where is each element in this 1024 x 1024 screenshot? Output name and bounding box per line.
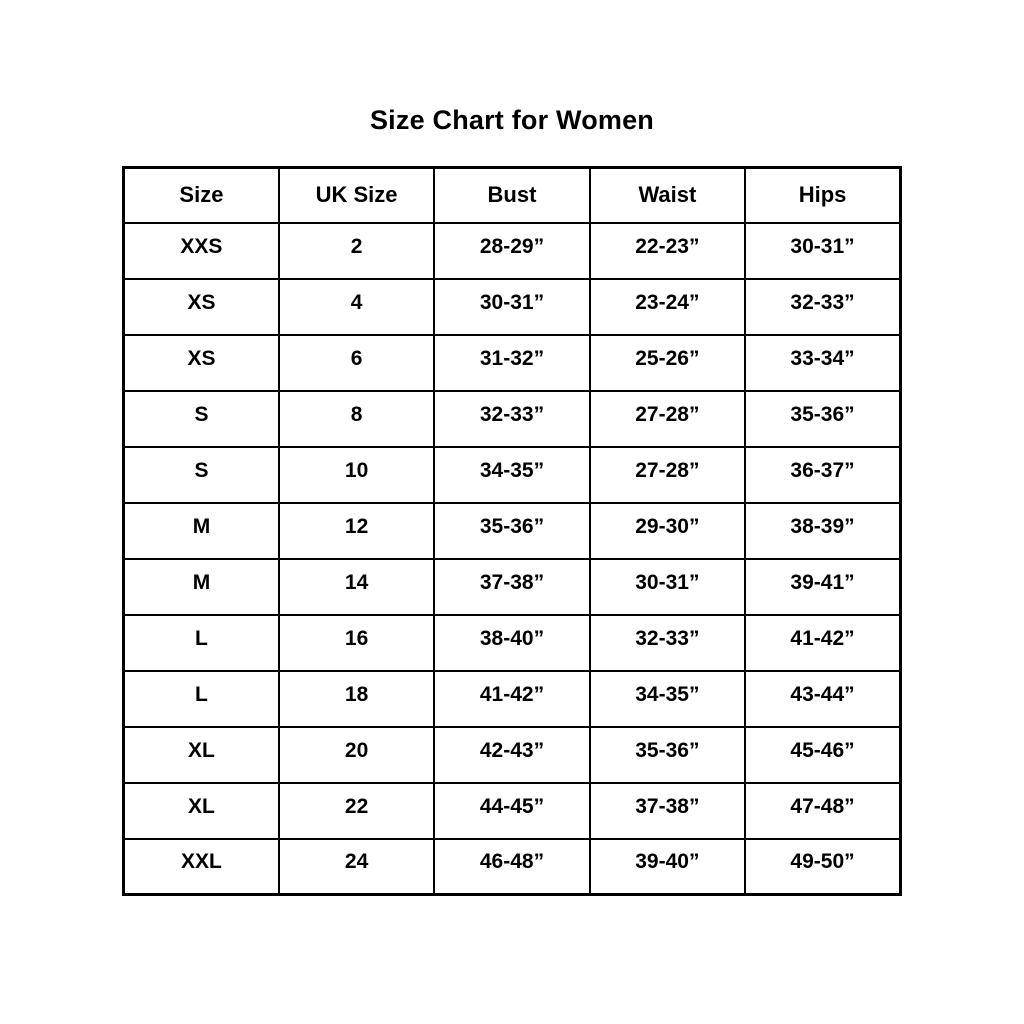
header-row (124, 168, 901, 223)
table-row (124, 727, 901, 783)
table-cell: 32-33” (434, 391, 589, 447)
table-cell: S (124, 391, 279, 447)
table-row (124, 335, 901, 391)
size-chart-table (122, 166, 902, 896)
table-cell: 38-39” (745, 503, 900, 559)
table-cell: 30-31” (434, 279, 589, 335)
table-cell: 16 (279, 615, 434, 671)
table-cell: XS (124, 335, 279, 391)
table-cell: 23-24” (590, 279, 745, 335)
column-header: Hips (745, 168, 900, 223)
table-cell: 27-28” (590, 391, 745, 447)
table-cell: M (124, 503, 279, 559)
table-cell: XS (124, 279, 279, 335)
table-cell: 12 (279, 503, 434, 559)
table-cell: 2 (279, 223, 434, 279)
table-cell: 37-38” (590, 783, 745, 839)
table-cell: 39-40” (590, 839, 745, 895)
table-cell: 44-45” (434, 783, 589, 839)
table-row (124, 839, 901, 895)
table-cell: 39-41” (745, 559, 900, 615)
table-cell: 34-35” (590, 671, 745, 727)
table-row (124, 615, 901, 671)
column-header: UK Size (279, 168, 434, 223)
table-cell: 28-29” (434, 223, 589, 279)
table-cell: XXS (124, 223, 279, 279)
table-cell: 8 (279, 391, 434, 447)
table-cell: 18 (279, 671, 434, 727)
table-cell: 25-26” (590, 335, 745, 391)
table-cell: 14 (279, 559, 434, 615)
table-cell: 30-31” (745, 223, 900, 279)
column-header: Waist (590, 168, 745, 223)
table-cell: 31-32” (434, 335, 589, 391)
table-cell: 22-23” (590, 223, 745, 279)
table-cell: 33-34” (745, 335, 900, 391)
table-cell: 42-43” (434, 727, 589, 783)
table-cell: 41-42” (745, 615, 900, 671)
table-cell: 6 (279, 335, 434, 391)
column-header: Bust (434, 168, 589, 223)
table-cell: 46-48” (434, 839, 589, 895)
column-header: Size (124, 168, 279, 223)
table-row (124, 279, 901, 335)
table-cell: 34-35” (434, 447, 589, 503)
table-row (124, 783, 901, 839)
table-cell: 32-33” (745, 279, 900, 335)
table-cell: XL (124, 727, 279, 783)
table-body (124, 223, 901, 895)
table-cell: 35-36” (434, 503, 589, 559)
table-cell: 47-48” (745, 783, 900, 839)
table-row (124, 503, 901, 559)
table-cell: 20 (279, 727, 434, 783)
table-cell: 41-42” (434, 671, 589, 727)
table-row (124, 391, 901, 447)
table-cell: 27-28” (590, 447, 745, 503)
page-title: Size Chart for Women (369, 105, 655, 135)
table-cell: 35-36” (745, 391, 900, 447)
table-cell: 32-33” (590, 615, 745, 671)
table-cell: 29-30” (590, 503, 745, 559)
table-cell: 49-50” (745, 839, 900, 895)
table-row (124, 671, 901, 727)
table-cell: 4 (279, 279, 434, 335)
table-header (124, 168, 901, 223)
table-cell: 37-38” (434, 559, 589, 615)
table-row (124, 223, 901, 279)
table-cell: L (124, 615, 279, 671)
table-cell: S (124, 447, 279, 503)
table-row (124, 559, 901, 615)
table-cell: 43-44” (745, 671, 900, 727)
table-cell: L (124, 671, 279, 727)
table-cell: 35-36” (590, 727, 745, 783)
table-cell: 45-46” (745, 727, 900, 783)
table-cell: 30-31” (590, 559, 745, 615)
table-row (124, 447, 901, 503)
table-cell: 10 (279, 447, 434, 503)
table-cell: 38-40” (434, 615, 589, 671)
table-cell: XL (124, 783, 279, 839)
table-cell: 22 (279, 783, 434, 839)
table-cell: XXL (124, 839, 279, 895)
table-cell: M (124, 559, 279, 615)
table-cell: 24 (279, 839, 434, 895)
table-cell: 36-37” (745, 447, 900, 503)
